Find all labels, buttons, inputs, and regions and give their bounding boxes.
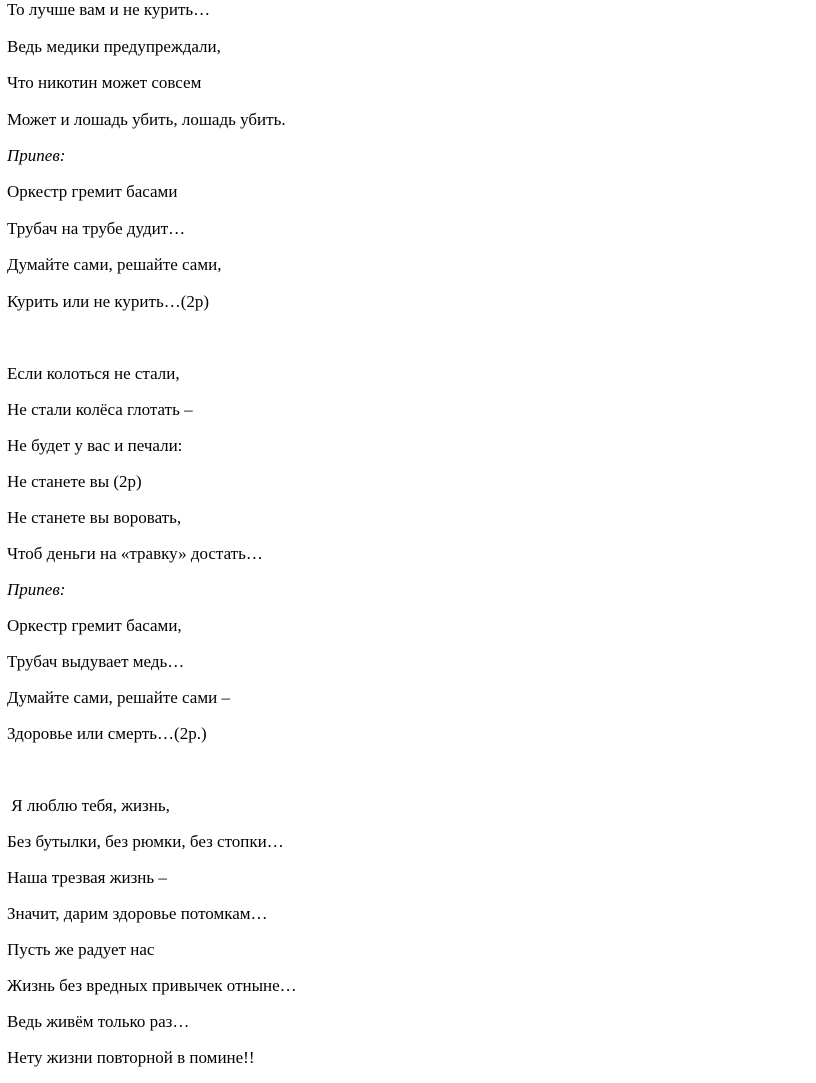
lyric-line: Оркестр гремит басами <box>7 182 178 201</box>
lyric-line: То лучше вам и не курить… <box>7 0 211 19</box>
lyric-line: Трубач на трубе дудит… <box>7 219 186 238</box>
lyric-line: Трубач выдувает медь… <box>7 652 185 671</box>
lyric-line: Без бутылки, без рюмки, без стопки… <box>7 832 284 851</box>
lyric-line: Думайте сами, решайте сами – <box>7 688 230 707</box>
lyric-line: Нету жизни повторной в помине!! <box>7 1048 255 1067</box>
lyric-line: Не станете вы воровать, <box>7 508 182 527</box>
lyric-line: Не будет у вас и печали: <box>7 436 183 455</box>
lyric-line: Если колоться не стали, <box>7 364 180 383</box>
lyric-line: Жизнь без вредных привычек отныне… <box>7 976 297 995</box>
lyric-line: Может и лошадь убить, лошадь убить. <box>7 110 286 129</box>
lyric-line: Пусть же радует нас <box>7 940 155 959</box>
lyric-line: Не стали колёса глотать – <box>7 400 193 419</box>
lyric-line: Я люблю тебя, жизнь, <box>7 796 170 815</box>
lyric-line: Чтоб деньги на «травку» достать… <box>7 544 263 563</box>
lyric-line: Думайте сами, решайте сами, <box>7 255 222 274</box>
lyric-line: Наша трезвая жизнь – <box>7 868 167 887</box>
lyric-line: Оркестр гремит басами, <box>7 616 182 635</box>
lyric-line: Ведь живём только раз… <box>7 1012 190 1031</box>
lyric-line: Курить или не курить…(2р) <box>7 292 210 311</box>
lyric-line: Что никотин может совсем <box>7 73 202 92</box>
chorus-label: Припев: <box>7 580 66 599</box>
lyric-line: Не станете вы (2р) <box>7 472 142 491</box>
lyric-line: Ведь медики предупреждали, <box>7 37 221 56</box>
lyric-line: Значит, дарим здоровье потомкам… <box>7 904 268 923</box>
lyric-line: Здоровье или смерть…(2р.) <box>7 724 207 743</box>
chorus-label: Припев: <box>7 146 66 165</box>
